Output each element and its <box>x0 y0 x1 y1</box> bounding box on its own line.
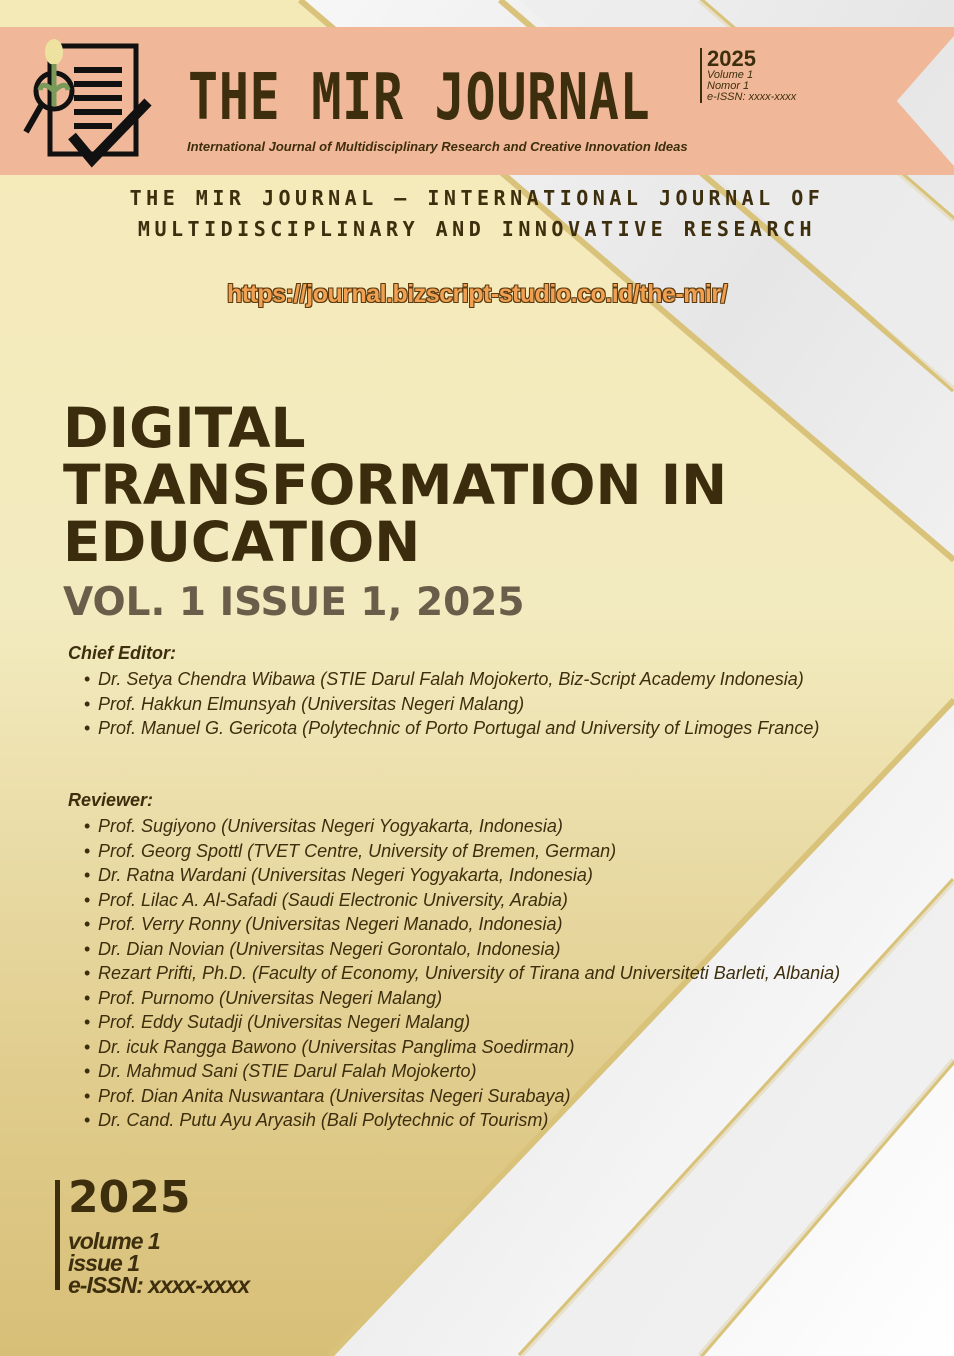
journal-name: THE MIR JOURNAL <box>188 61 651 135</box>
list-item: • Prof. Lilac A. Al-Safadi (Saudi Electronic University, Arabia) <box>98 888 898 913</box>
footer-issn: e-ISSN: xxxx-xxxx <box>68 1272 250 1298</box>
journal-tagline: International Journal of Multidisciplinary Research and Creative Innovation Ideas <box>187 139 688 154</box>
list-item: • Prof. Purnomo (Universitas Negeri Malang) <box>98 986 898 1011</box>
list-item: • Dr. icuk Rangga Bawono (Universitas Panglima Soedirman) <box>98 1035 898 1060</box>
footer-volume: volume 1 <box>68 1228 160 1254</box>
banner-meta <box>700 48 796 103</box>
list-item: • Prof. Dian Anita Nuswantara (Universitas Negeri Surabaya) <box>98 1084 898 1109</box>
list-item: • Prof. Sugiyono (Universitas Negeri Yogyakarta, Indonesia) <box>98 814 898 839</box>
journal-url-link[interactable]: https://journal.bizscript-studio.co.id/the-mir/ <box>226 280 728 308</box>
volume-issue-line: VOL. 1 ISSUE 1, 2025 <box>63 580 525 625</box>
list-item: • Prof. Hakkun Elmunsyah (Universitas Negeri Malang) <box>98 692 898 717</box>
list-item: • Prof. Manuel G. Gericota (Polytechnic of Porto Portugal and University of Limoges France) <box>98 716 898 741</box>
banner-number: Nomor 1 <box>707 80 750 92</box>
list-item: • Rezart Prifti, Ph.D. (Faculty of Economy, University of Tirana and Universiteti Barleti, Albania) <box>98 961 898 986</box>
list-item: • Dr. Cand. Putu Ayu Aryasih (Bali Polytechnic of Tourism) <box>98 1108 898 1133</box>
title-line-1: DIGITAL <box>63 396 306 460</box>
footer-meta <box>55 1172 250 1298</box>
footer-issue: issue 1 <box>68 1250 139 1276</box>
list-item: • Dr. Dian Novian (Universitas Negeri Gorontalo, Indonesia) <box>98 937 898 962</box>
footer-year: 2025 <box>68 1172 191 1223</box>
subtitle-line-1: THE MIR JOURNAL — INTERNATIONAL JOURNAL OF <box>129 186 825 210</box>
issue-title <box>63 396 728 574</box>
reviewer-heading: Reviewer: <box>68 790 154 810</box>
chief-editor-section <box>68 643 898 741</box>
list-item: • Prof. Eddy Sutadji (Universitas Negeri Malang) <box>98 1010 898 1035</box>
reviewer-section <box>68 790 898 1133</box>
list-item: • Dr. Ratna Wardani (Universitas Negeri Yogyakarta, Indonesia) <box>98 863 898 888</box>
banner-year: 2025 <box>707 46 756 71</box>
banner-volume: Volume 1 <box>707 69 754 81</box>
banner-issn: e-ISSN: xxxx-xxxx <box>707 91 797 103</box>
list-item: • Prof. Verry Ronny (Universitas Negeri Manado, Indonesia) <box>98 912 898 937</box>
list-item: • Dr. Setya Chendra Wibawa (STIE Darul Falah Mojokerto, Biz-Script Academy Indonesia) <box>98 667 898 692</box>
subtitle-line-2: MULTIDISCIPLINARY AND INNOVATIVE RESEARCH <box>137 217 817 241</box>
list-item: • Prof. Georg Spottl (TVET Centre, University of Bremen, German) <box>98 839 898 864</box>
list-item: • Dr. Mahmud Sani (STIE Darul Falah Mojokerto) <box>98 1059 898 1084</box>
journal-logo-icon <box>22 36 154 168</box>
title-line-3: EDUCATION <box>63 510 421 574</box>
chief-editor-heading: Chief Editor: <box>68 643 176 663</box>
title-line-2: TRANSFORMATION IN <box>63 453 728 517</box>
